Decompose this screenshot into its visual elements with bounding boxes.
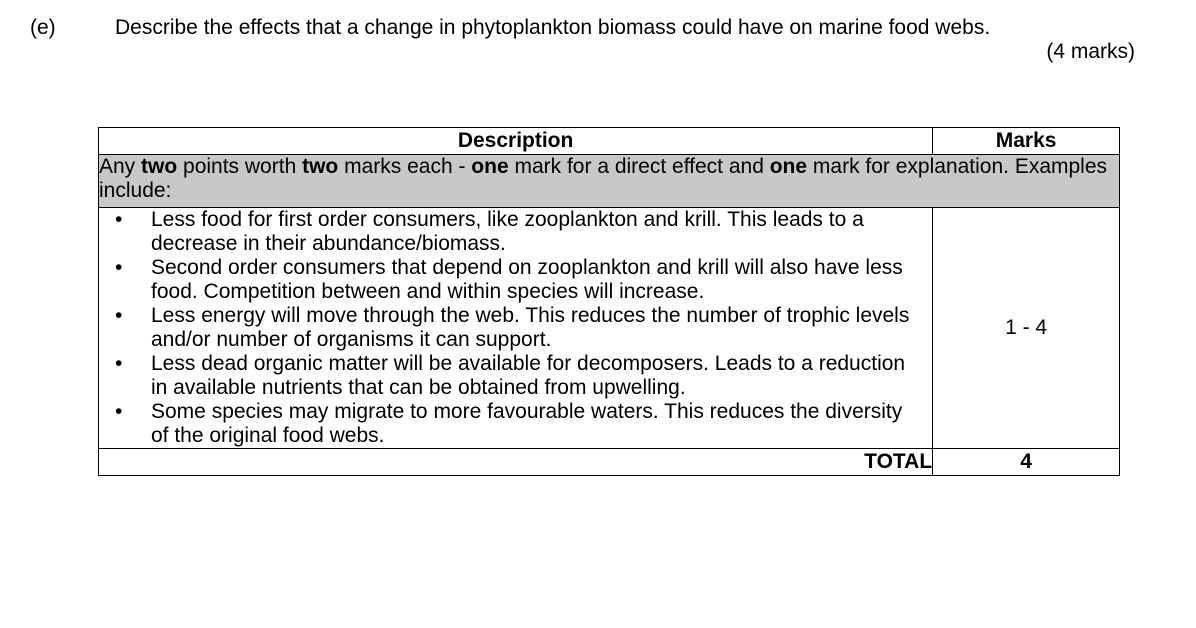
instruction-cell [99,155,1120,208]
instruction-emphasis: one [471,155,509,178]
marking-scheme-table [98,127,1120,476]
question-text: Describe the effects that a change in phytoplankton biomass could have on marine food webs. [115,16,991,39]
instruction-emphasis: two [302,155,339,178]
instruction-row [99,155,1120,208]
points-list [99,208,932,448]
instruction-text: Any [99,155,142,178]
bullet-icon: • [115,400,123,423]
bullet-icon: • [115,208,123,231]
point-text: Less food for first order consumers, like zooplankton and krill. This leads to a decrease in their abundance/biomass. [151,208,864,255]
points-cell [99,208,933,449]
instruction-emphasis: one [769,155,808,178]
list-item [99,208,932,256]
bullet-icon: • [115,352,123,375]
instruction-text: marks each - [338,155,472,178]
question-marks: (4 marks) [1046,40,1135,63]
table-header-row [99,128,1120,155]
instruction-text: mark for a direct effect and [508,155,770,178]
point-text: Some species may migrate to more favourable waters. This reduces the diversity of the original food webs. [151,400,903,447]
list-item [99,304,932,352]
point-text: Second order consumers that depend on zooplankton and krill will also have less food. Competition between and within species will increase. [151,256,903,303]
points-row [99,208,1120,449]
total-value: 4 [933,449,1120,476]
point-text: Less energy will move through the web. This reduces the number of trophic levels and/or number of organisms it can support. [151,304,910,351]
header-marks: Marks [933,128,1120,155]
list-item [99,256,932,304]
point-text: Less dead organic matter will be available for decomposers. Leads to a reduction in available nutrients that can be obtained from upwelling. [151,352,906,399]
bullet-icon: • [115,256,123,279]
list-item [99,400,932,448]
total-row [99,449,1120,476]
instruction-text: points worth [177,155,303,178]
list-item [99,352,932,400]
question-label: (e) [30,16,56,39]
instruction-emphasis: two [141,155,178,178]
marks-range: 1 - 4 [933,208,1120,449]
total-label: TOTAL [99,449,933,476]
bullet-icon: • [115,304,123,327]
header-description: Description [99,128,933,155]
cut-off-text-fragment [146,620,846,628]
instruction-text: mark for explanation. Examples include: [99,155,1108,202]
